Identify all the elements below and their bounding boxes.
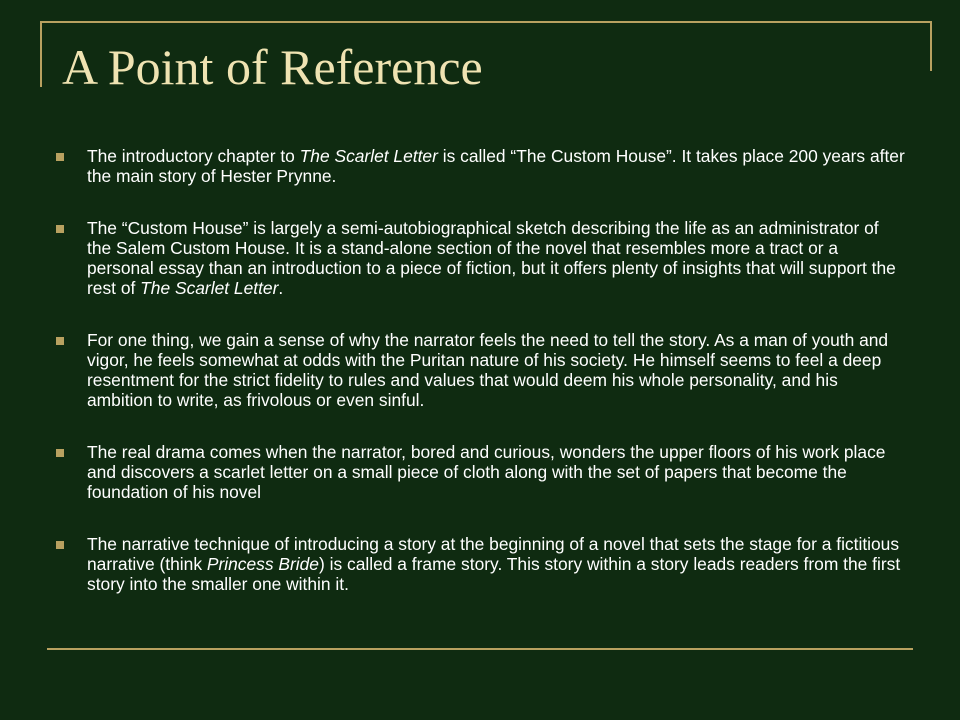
bullet-item bbox=[56, 534, 906, 594]
bullet-square-icon bbox=[56, 449, 64, 457]
bullet-text-segment: The real drama comes when the narrator, bored and curious, wonders the upper floors of his work place and discovers a scarlet letter on a small piece of cloth along with the set of papers that become the foundation of his novel bbox=[87, 442, 886, 502]
bullet-list bbox=[56, 146, 906, 626]
bullet-text-segment: . bbox=[278, 278, 284, 298]
bullet-text bbox=[87, 534, 900, 594]
bullet-square-icon bbox=[56, 225, 64, 233]
frame-bottom-line bbox=[47, 648, 913, 650]
bullet-text bbox=[87, 146, 905, 186]
bullet-square-icon bbox=[56, 153, 64, 161]
bullet-text bbox=[87, 442, 885, 502]
bullet-item bbox=[56, 218, 906, 298]
bullet-item bbox=[56, 146, 906, 186]
bullet-item bbox=[56, 330, 906, 410]
italic-title-text: The Scarlet Letter bbox=[140, 278, 279, 298]
bullet-item bbox=[56, 442, 906, 502]
bullet-text-segment: The “Custom House” is largely a semi-autobiographical sketch describing the life as an administrator of the Salem Custom House. It is a stand-alone section of the novel that resembles more a tract or a personal essay than an introduction to a piece of fiction, but it offers plenty of insights that will support the rest of bbox=[87, 218, 896, 298]
bullet-text-segment: ) is called a frame story. This story within a story leads readers from the first story into the smaller one within it. bbox=[87, 554, 901, 594]
bullet-text bbox=[87, 330, 888, 410]
bullet-text-segment: The narrative technique of introducing a story at the beginning of a novel that sets the stage for a fictitious narrative (think bbox=[87, 534, 900, 574]
bullet-square-icon bbox=[56, 541, 64, 549]
slide-title: A Point of Reference bbox=[62, 39, 483, 95]
frame-top-line bbox=[40, 21, 932, 23]
frame-left-line bbox=[40, 21, 42, 87]
bullet-text bbox=[87, 218, 896, 298]
italic-title-text: The Scarlet Letter bbox=[299, 146, 438, 166]
bullet-text-segment: For one thing, we gain a sense of why the narrator feels the need to tell the story. As a man of youth and vigor, he feels somewhat at odds with the Puritan nature of his society. He himself seems to feel a deep resentment for the strict fidelity to rules and values that would deem his whole personality, and his ambition to write, as frivolous or even sinful. bbox=[87, 330, 889, 410]
italic-title-text: Princess Bride bbox=[206, 554, 319, 574]
bullet-square-icon bbox=[56, 337, 64, 345]
bullet-text-segment: The introductory chapter to bbox=[87, 146, 300, 166]
frame-right-line bbox=[930, 21, 932, 71]
bullet-text-segment: is called “The Custom House”. It takes place 200 years after the main story of Hester Prynne. bbox=[87, 146, 905, 186]
